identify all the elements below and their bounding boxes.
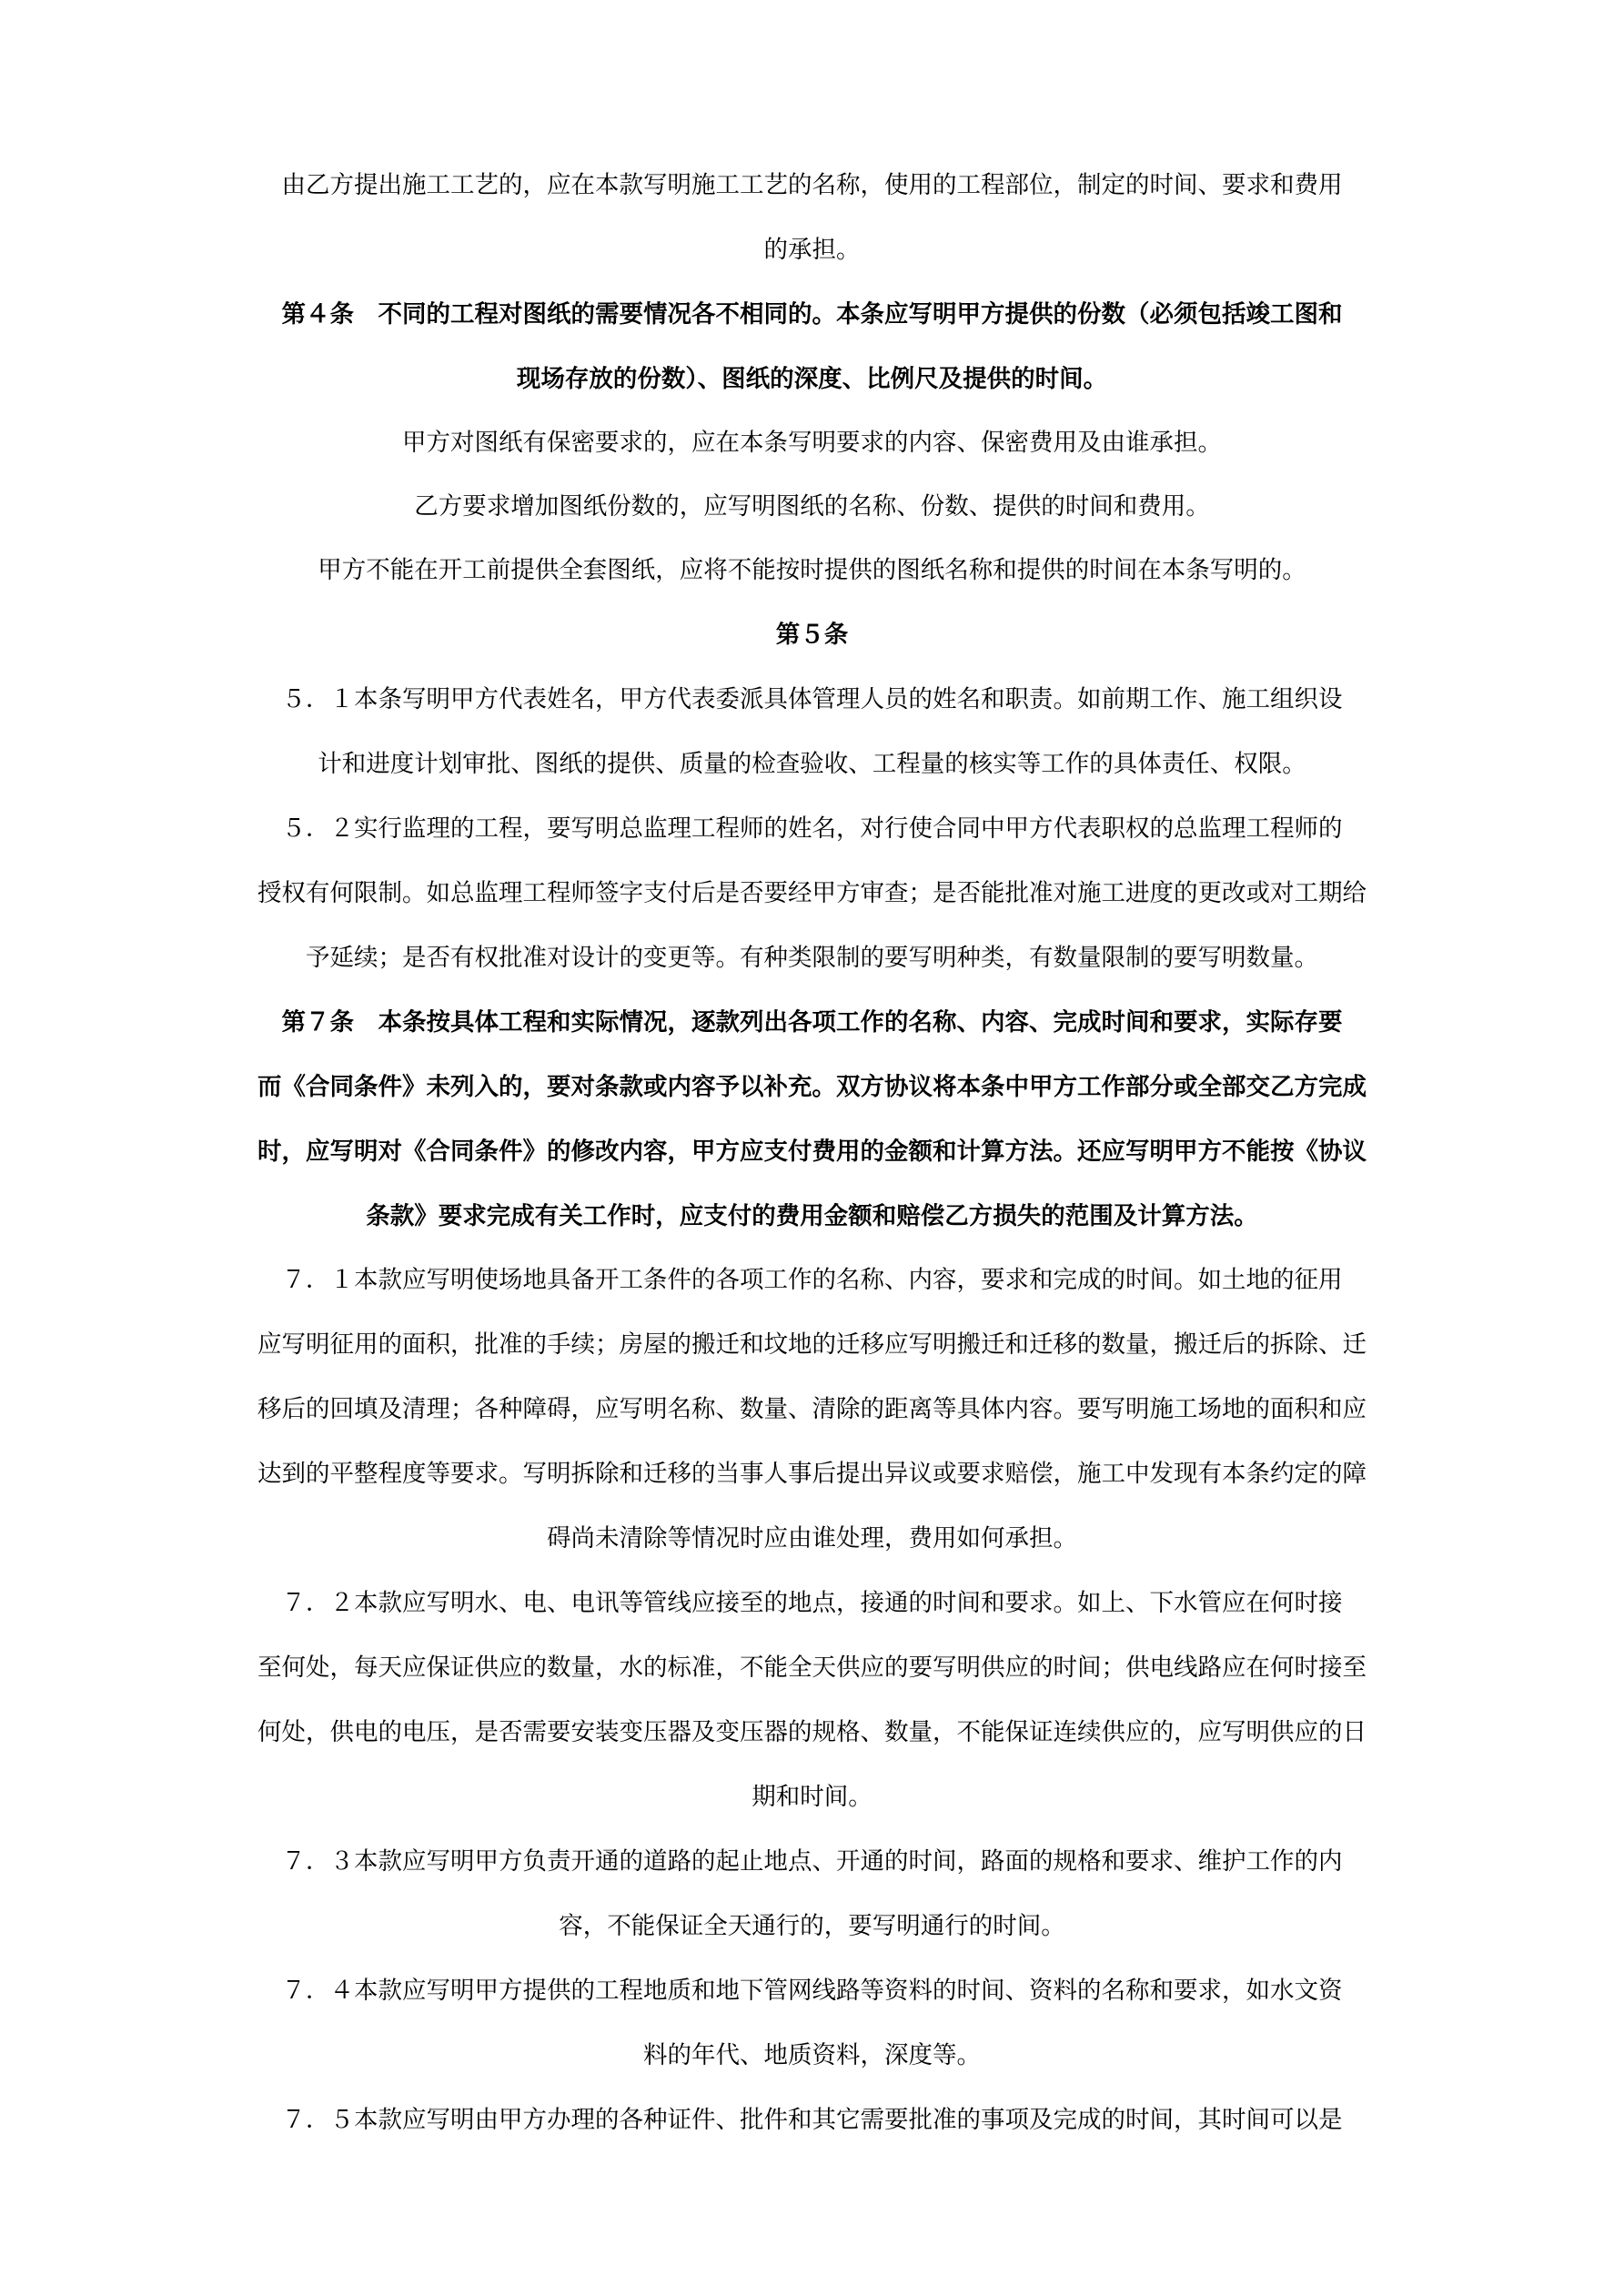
text-line: 的承担。 <box>763 236 861 264</box>
text-line-bold: 时，应写明对《合同条件》的修改内容，甲方应支付费用的金额和计算方法。还应写明甲方不能按《协议 <box>257 1138 1367 1166</box>
text-line-bold: 条款》要求完成有关工作时，应支付的费用金额和赔偿乙方损失的范围及计算方法。 <box>366 1202 1258 1230</box>
text-line-bold: 现场存放的份数）、图纸的深度、比例尺及提供的时间。 <box>516 365 1108 393</box>
text-line: 应写明征用的面积，批准的手续；房屋的搬迁和坟地的迁移应写明搬迁和迁移的数量，搬迁后的拆除、迁 <box>257 1330 1367 1359</box>
text-line: 授权有何限制。如总监理工程师签字支付后是否要经甲方审查；是否能批准对施工进度的更改或对工期给 <box>257 879 1367 907</box>
clause-7-1: ７．１本款应写明使场地具备开工条件的各项工作的名称、内容，要求和完成的时间。如土地的征用 <box>281 1266 1343 1294</box>
text-line: 予延续；是否有权批准对设计的变更等。有种类限制的要写明种类，有数量限制的要写明数量。 <box>306 944 1318 972</box>
clause-7-4: ７．４本款应写明甲方提供的工程地质和地下管网线路等资料的时间、资料的名称和要求，如水文资 <box>281 1977 1343 2005</box>
text-line: 由乙方提出施工工艺的，应在本款写明施工工艺的名称，使用的工程部位，制定的时间、要求和费用 <box>281 171 1343 199</box>
clause-5-2: ５．２实行监理的工程，要写明总监理工程师的姓名，对行使合同中甲方代表职权的总监理工程师的 <box>281 814 1343 843</box>
text-line: 至何处，每天应保证供应的数量，水的标准，不能全天供应的要写明供应的时间；供电线路应在何时接至 <box>257 1654 1367 1682</box>
text-line-bold: 而《合同条件》未列入的，要对条款或内容予以补充。双方协议将本条中甲方工作部分或全部交乙方完成 <box>257 1073 1367 1101</box>
text-line: 移后的回填及清理；各种障碍，应写明名称、数量、清除的距离等具体内容。要写明施工场地的面积和应 <box>257 1395 1367 1423</box>
text-line: 甲方不能在开工前提供全套图纸，应将不能按时提供的图纸名称和提供的时间在本条写明的。 <box>318 556 1306 584</box>
clause-7-2: ７．２本款应写明水、电、电讯等管线应接至的地点，接通的时间和要求。如上、下水管应在何时接 <box>281 1589 1343 1617</box>
text-line: 期和时间。 <box>751 1783 873 1811</box>
text-line: 达到的平整程度等要求。写明拆除和迁移的当事人事后提出异议或要求赔偿，施工中发现有本条约定的障 <box>257 1460 1367 1488</box>
text-line: 计和进度计划审批、图纸的提供、质量的检查验收、工程量的核实等工作的具体责任、权限。 <box>318 750 1306 778</box>
text-line: 乙方要求增加图纸份数的，应写明图纸的名称、份数、提供的时间和费用。 <box>414 492 1210 521</box>
clause-7-5: ７．５本款应写明由甲方办理的各种证件、批件和其它需要批准的事项及完成的时间，其时间可以是 <box>281 2106 1343 2134</box>
text-line: 容，不能保证全天通行的，要写明通行的时间。 <box>559 1912 1065 1940</box>
text-line: 料的年代、地质资料，深度等。 <box>643 2041 981 2069</box>
article-4-heading: 第４条 不同的工程对图纸的需要情况各不相同的。本条应写明甲方提供的份数（必须包括竣工图和 <box>281 300 1343 329</box>
clause-5-1: ５．１本条写明甲方代表姓名，甲方代表委派具体管理人员的姓名和职责。如前期工作、施工组织设 <box>281 685 1343 713</box>
clause-7-3: ７．３本款应写明甲方负责开通的道路的起止地点、开通的时间，路面的规格和要求、维护工作的内 <box>281 1847 1343 1876</box>
article-5-heading: 第５条 <box>775 621 849 649</box>
text-line: 碍尚未清除等情况时应由谁处理，费用如何承担。 <box>547 1524 1077 1553</box>
text-line: 何处，供电的电压，是否需要安装变压器及变压器的规格、数量，不能保证连续供应的，应写明供应的日 <box>257 1718 1367 1746</box>
text-line: 甲方对图纸有保密要求的，应在本条写明要求的内容、保密费用及由谁承担。 <box>402 429 1222 457</box>
article-7-heading: 第７条 本条按具体工程和实际情况，逐款列出各项工作的名称、内容、完成时间和要求，实际存要 <box>281 1008 1343 1037</box>
